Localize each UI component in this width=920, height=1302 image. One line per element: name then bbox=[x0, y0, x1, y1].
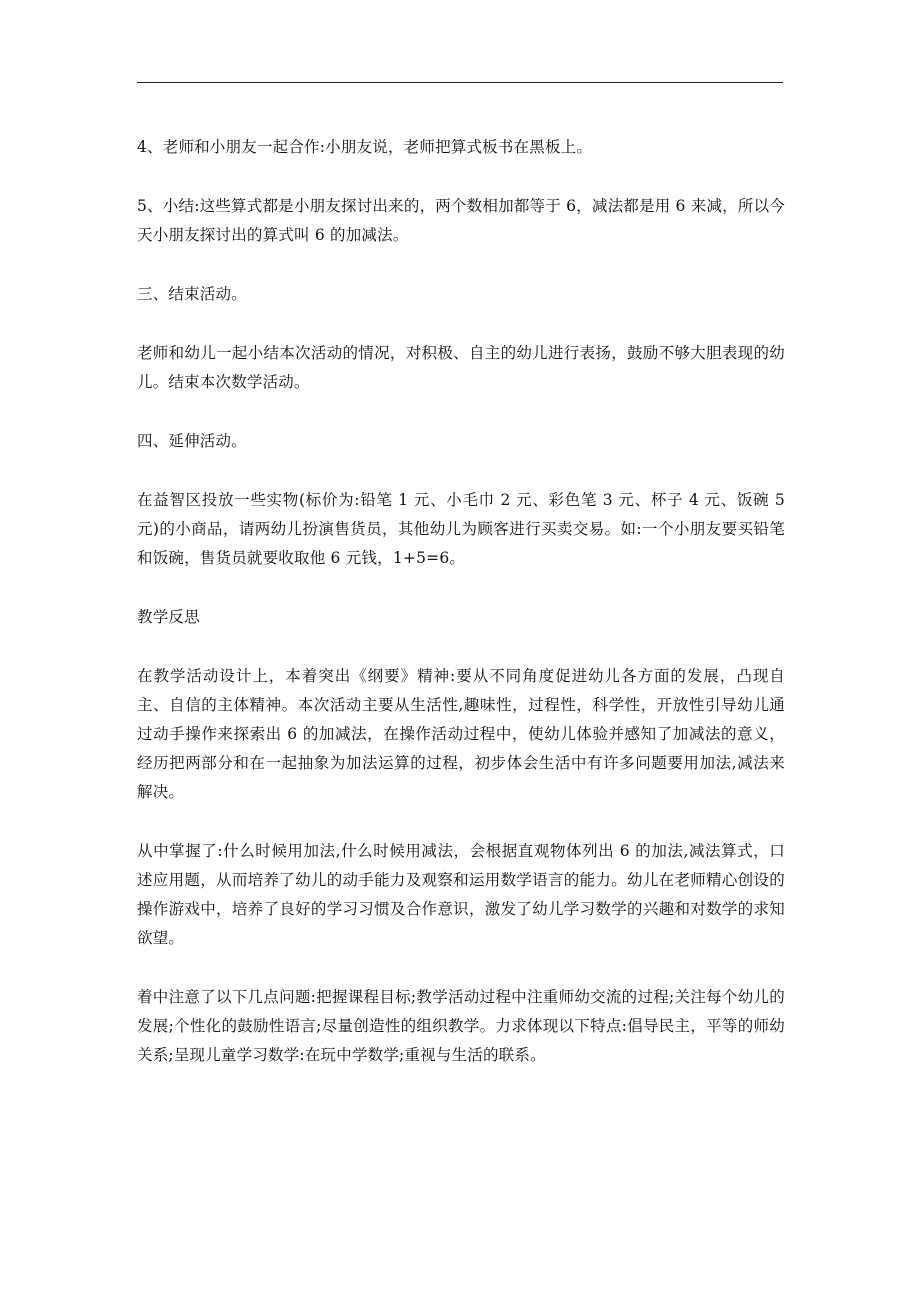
section-heading-teaching-reflection: 教学反思 bbox=[137, 608, 200, 626]
paragraph-reflection-mastery: 从中掌握了:什么时候用加法,什么时候用减法，会根据直观物体列出 6 的加法,减法算式，口述应用题，从而培养了幼儿的动手能力及观察和运用数学语言的能力。幼儿在老师精心创设的操作游戏中，培养了良好的学习习惯及合作意识，激发了幼儿学习数学的兴趣和对数学的求知欲望。 bbox=[137, 842, 785, 947]
section-heading-extension-activity: 四、延伸活动。 bbox=[137, 432, 247, 450]
paragraph-step-5-summary: 5、小结:这些算式都是小朋友探讨出来的，两个数相加都等于 6，减法都是用 6 来减，所以今天小朋友探讨出的算式叫 6 的加减法。 bbox=[137, 197, 785, 244]
header-divider bbox=[137, 82, 783, 83]
document-body bbox=[137, 133, 785, 1100]
paragraph-end-activity: 老师和幼儿一起小结本次活动的情况，对积极、自主的幼儿进行表扬，鼓励不够大胆表现的幼儿。结束本次数学活动。 bbox=[137, 344, 785, 391]
section-heading-end-activity: 三、结束活动。 bbox=[137, 285, 247, 303]
paragraph-extension-activity: 在益智区投放一些实物(标价为:铅笔 1 元、小毛巾 2 元、彩色笔 3 元、杯子 4 元、饭碗 5 元)的小商品，请两幼儿扮演售货员，其他幼儿为顾客进行买卖交易。如:一个小朋友要买铅笔和饭碗，售货员就要收取他 6 元钱，1+5=6。 bbox=[137, 491, 785, 567]
paragraph-step-4: 4、老师和小朋友一起合作:小朋友说，老师把算式板书在黑板上。 bbox=[137, 138, 593, 156]
paragraph-reflection-focus: 着中注意了以下几点问题:把握课程目标;教学活动过程中注重师幼交流的过程;关注每个幼儿的发展;个性化的鼓励性语言;尽量创造性的组织教学。力求体现以下特点:倡导民主，平等的师幼关系;呈现儿童学习数学:在玩中学数学;重视与生活的联系。 bbox=[137, 988, 785, 1064]
paragraph-reflection-design: 在教学活动设计上，本着突出《纲要》精神:要从不同角度促进幼儿各方面的发展，凸现自主、自信的主体精神。本次活动主要从生活性,趣味性，过程性，科学性，开放性引导幼儿通过动手操作来探索出 6 的加减法，在操作活动过程中，使幼儿体验并感知了加减法的意义，经历把两部分和在一起抽象为加法运算的过程，初步体会生活中有许多问题要用加法,减法来解决。 bbox=[137, 667, 785, 801]
